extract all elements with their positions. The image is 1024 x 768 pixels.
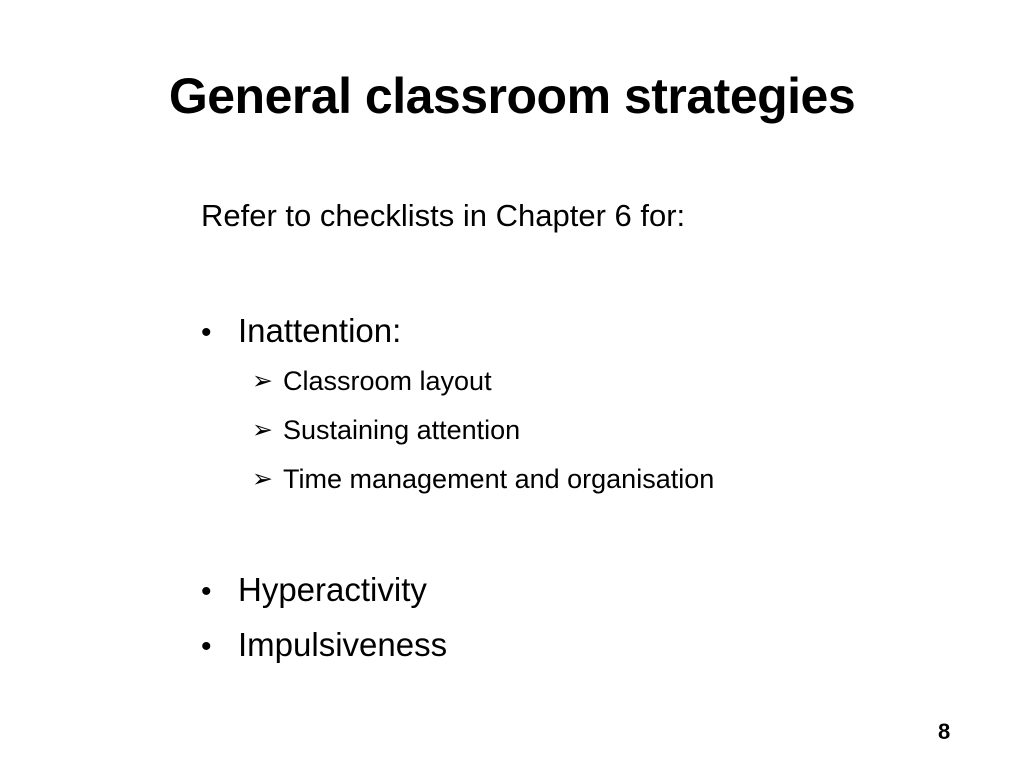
bullet-icon: • [201, 630, 212, 663]
bullet-item-hyperactivity [201, 569, 427, 613]
bullet-item-impulsiveness [201, 624, 447, 668]
page-number: 8 [938, 719, 951, 744]
arrow-bullet-icon: ➢ [252, 416, 273, 444]
slide-title: General classroom strategies [168, 68, 856, 124]
subitem-label: Classroom layout [283, 366, 492, 396]
bullet-icon: • [201, 575, 212, 608]
subitem-sustaining-attention [252, 413, 520, 448]
subitem-label: Time management and organisation [283, 464, 715, 494]
subitem-time-management [252, 462, 714, 497]
bullet-label: Hyperactivity [238, 571, 427, 608]
bullet-item-inattention [201, 310, 401, 354]
subitem-classroom-layout [252, 364, 492, 399]
bullet-label: Inattention: [238, 312, 402, 349]
arrow-bullet-icon: ➢ [252, 465, 273, 493]
intro-text: Refer to checklists in Chapter 6 for: [201, 198, 686, 233]
bullet-label: Impulsiveness [238, 626, 448, 663]
subitem-label: Sustaining attention [283, 415, 521, 445]
bullet-icon: • [201, 316, 212, 349]
arrow-bullet-icon: ➢ [252, 367, 273, 395]
